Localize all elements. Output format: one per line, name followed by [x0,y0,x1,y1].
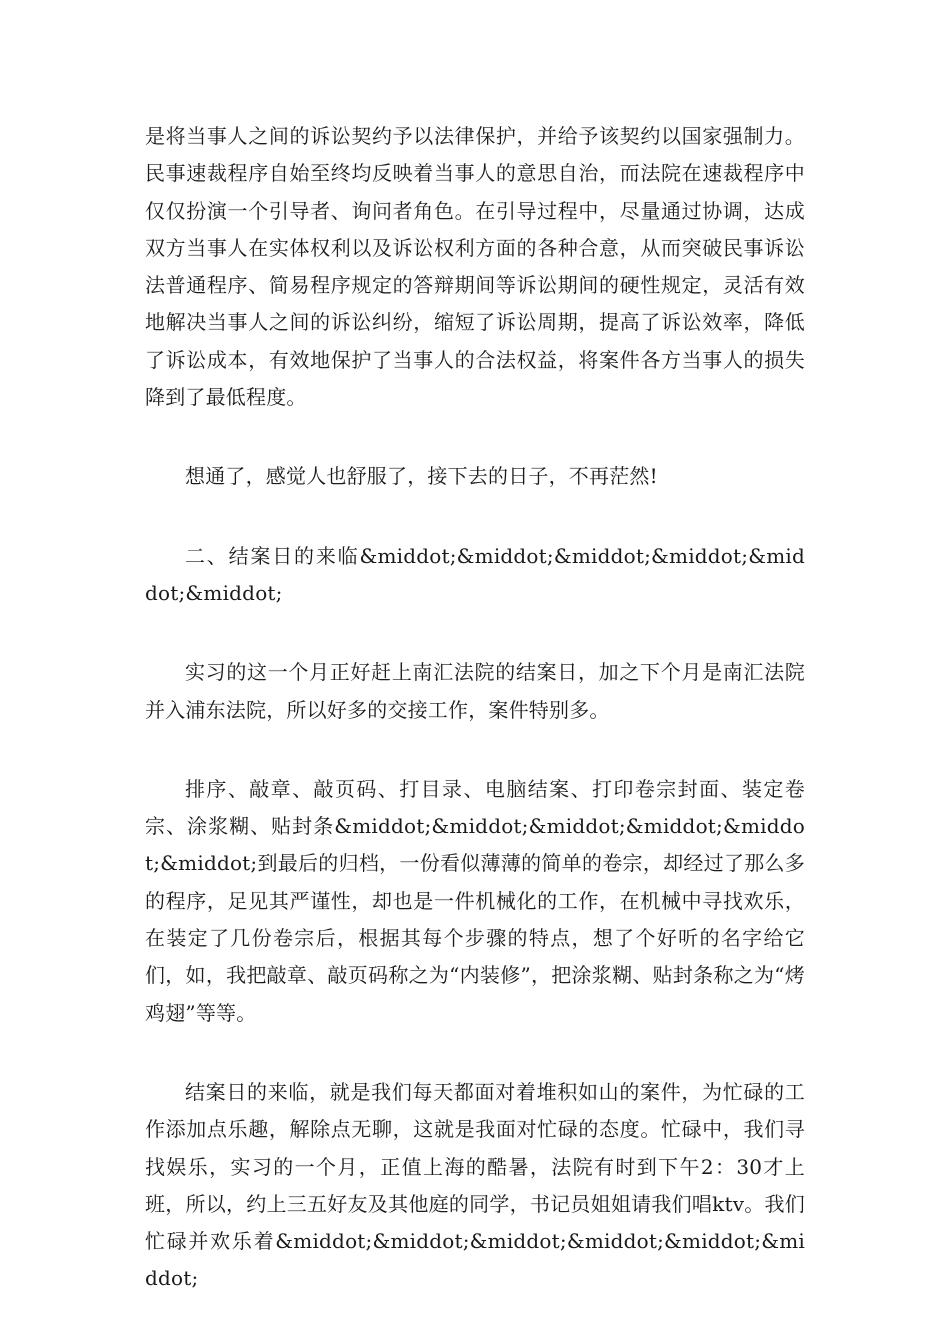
paragraph-internship-intro: 实习的这一个月正好赶上南汇法院的结案日，加之下个月是南汇法院并入浦东法院，所以好多的交接工作，案件特别多。 [145,660,805,722]
document-body [145,118,805,1340]
paragraph-reflection: 想通了，感觉人也舒服了，接下去的日子，不再茫然! [185,464,658,489]
paragraph-continuation: 是将当事人之间的诉讼契约予以法律保护，并给予该契约以国家强制力。民事速裁程序自始至终均反映着当事人的意思自治，而法院在速裁程序中仅仅扮演一个引导者、询问者角色。在引导过程中，尽量通过协调，达成双方当事人在实体权利以及诉讼权利方面的各种合意，从而突破民事诉讼法普通程序、简易程序规定的答辩期间等诉讼期间的硬性规定，灵活有效地解决当事人之间的诉讼纠纷，缩短了诉讼周期，提高了诉讼效率，降低了诉讼成本，有效地保护了当事人的合法权益，将案件各方当事人的损失降到了最低程度。 [145,124,805,410]
section-heading: 二、结案日的来临&middot;&middot;&middot;&middot;&middot;&middot; [145,543,805,605]
paragraph-procedures: 排序、敲章、敲页码、打目录、电脑结案、打印卷宗封面、装定卷宗、涂浆糊、贴封条&middot;&middot;&middot;&middot;&middot;&middot;到最后的归档，一份看似薄薄的简单的卷宗，却经过了那么多的程序，足见其严谨性，却也是一件机械化的工作，在机械中寻找欢乐，在装定了几份卷宗后，根据其每个步骤的特点，想了个好听的名字给它们，如，我把敲章、敲页码称之为“内装修”，把涂浆糊、贴封条称之为“烤鸡翅”等等。 [145,776,805,1025]
paragraph-closing-day: 结案日的来临，就是我们每天都面对着堆积如山的案件，为忙碌的工作添加点乐趣，解除点无聊，这就是我面对忙碌的态度。忙碌中，我们寻找娱乐，实习的一个月，正值上海的酷暑，法院有时到下午2：30才上班，所以，约上三五好友及其他庭的同学，书记员姐姐请我们唱ktv。我们忙碌并欢乐着&middot;&middot;&middot;&middot;&middot;&middot; [145,1079,805,1291]
